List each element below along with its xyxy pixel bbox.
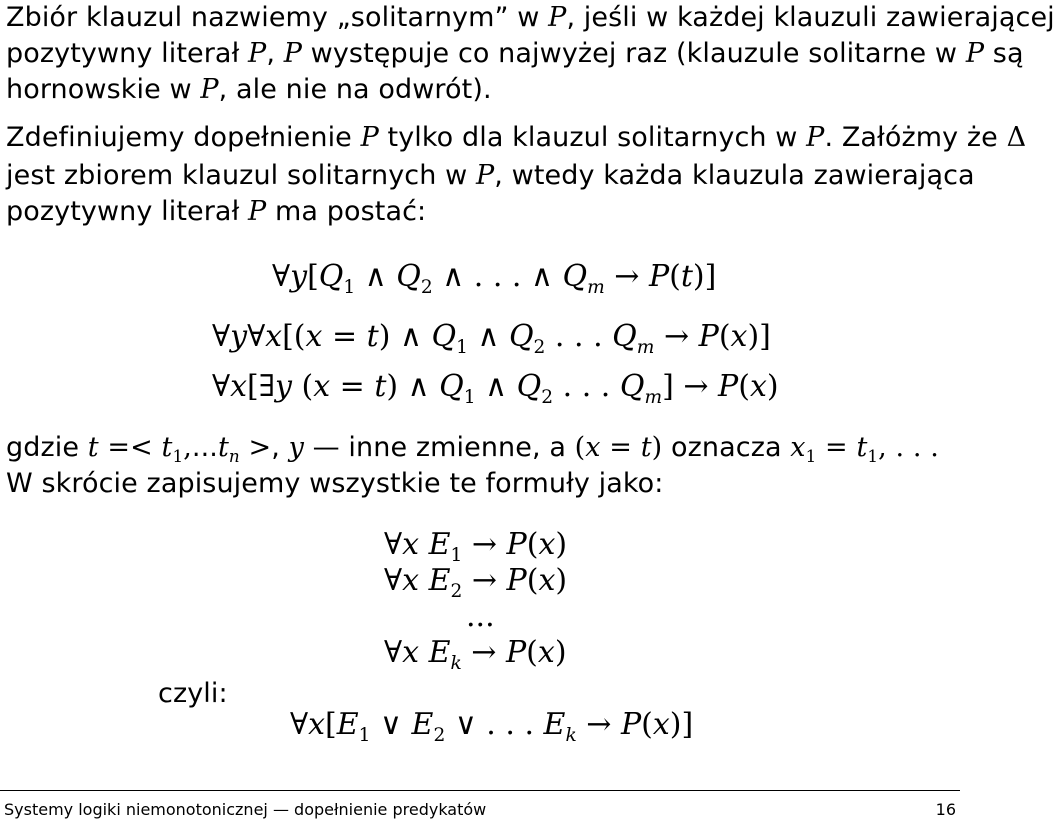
formula-dots: ... — [466, 599, 495, 634]
footer-divider — [0, 790, 960, 791]
paragraph2-line2: jest zbiorem klauzul solitarnych w P, wtedy każda klauzula zawierająca — [6, 160, 975, 191]
formula-e1: ∀x $E_1 \to P(x)$ — [384, 527, 568, 566]
footer-title: Systemy logiki niemonotonicznej — dopełnienie predykatów — [4, 800, 487, 819]
formula-ek: ∀x $E_k \to P(x)$ — [384, 635, 567, 674]
formula-1: $\forall y[Q_1$ ∧ $Q_2$ ∧ . . . ∧ $Q_m \to P(t)$] — [272, 259, 717, 298]
paragraph2-line1: Zdefiniujemy dopełnienie P tylko dla klauzul solitarnych w P. Załóżmy że Δ — [6, 122, 1027, 153]
paragraph1-line2: pozytywny literał P, P występuje co najwyżej raz (klauzule solitarne w P są — [6, 38, 1024, 69]
formula-e2: ∀x $E_2 \to P(x)$ — [384, 563, 568, 602]
czyli-label: czyli: — [158, 678, 228, 709]
page-number: 16 — [935, 800, 956, 819]
formula-2: ∀y∀x[(x = t) ∧ $Q_1$ ∧ $Q_2$ . . . $Q_m \to P(x)$] — [212, 319, 771, 358]
formula-3: ∀x[∃y (x = t) ∧ $Q_1$ ∧ $Q_2$ . . . $Q_m] \to P(x)$ — [212, 369, 779, 408]
paragraph2-line3: pozytywny literał P ma postać: — [6, 196, 427, 227]
paragraph1-line1: Zbiór klauzul nazwiemy „solitarnym” w P, jeśli w każdej klauzuli zawierającej — [6, 2, 1055, 33]
paragraph1-line3: hornowskie w P, ale nie na odwrót). — [6, 74, 492, 105]
explanation-line1: gdzie $t =< t_1,...t_n$ >, y — inne zmienne, a (x = t) oznacza $x_1 = t_1$, . . . — [6, 432, 939, 466]
explanation-line2: W skrócie zapisujemy wszystkie te formuły jako: — [6, 468, 664, 499]
formula-combined: $\forall x[E_1$ ∨ $E_2$ ∨ . . . $E_k \to P(x)$] — [290, 707, 694, 746]
